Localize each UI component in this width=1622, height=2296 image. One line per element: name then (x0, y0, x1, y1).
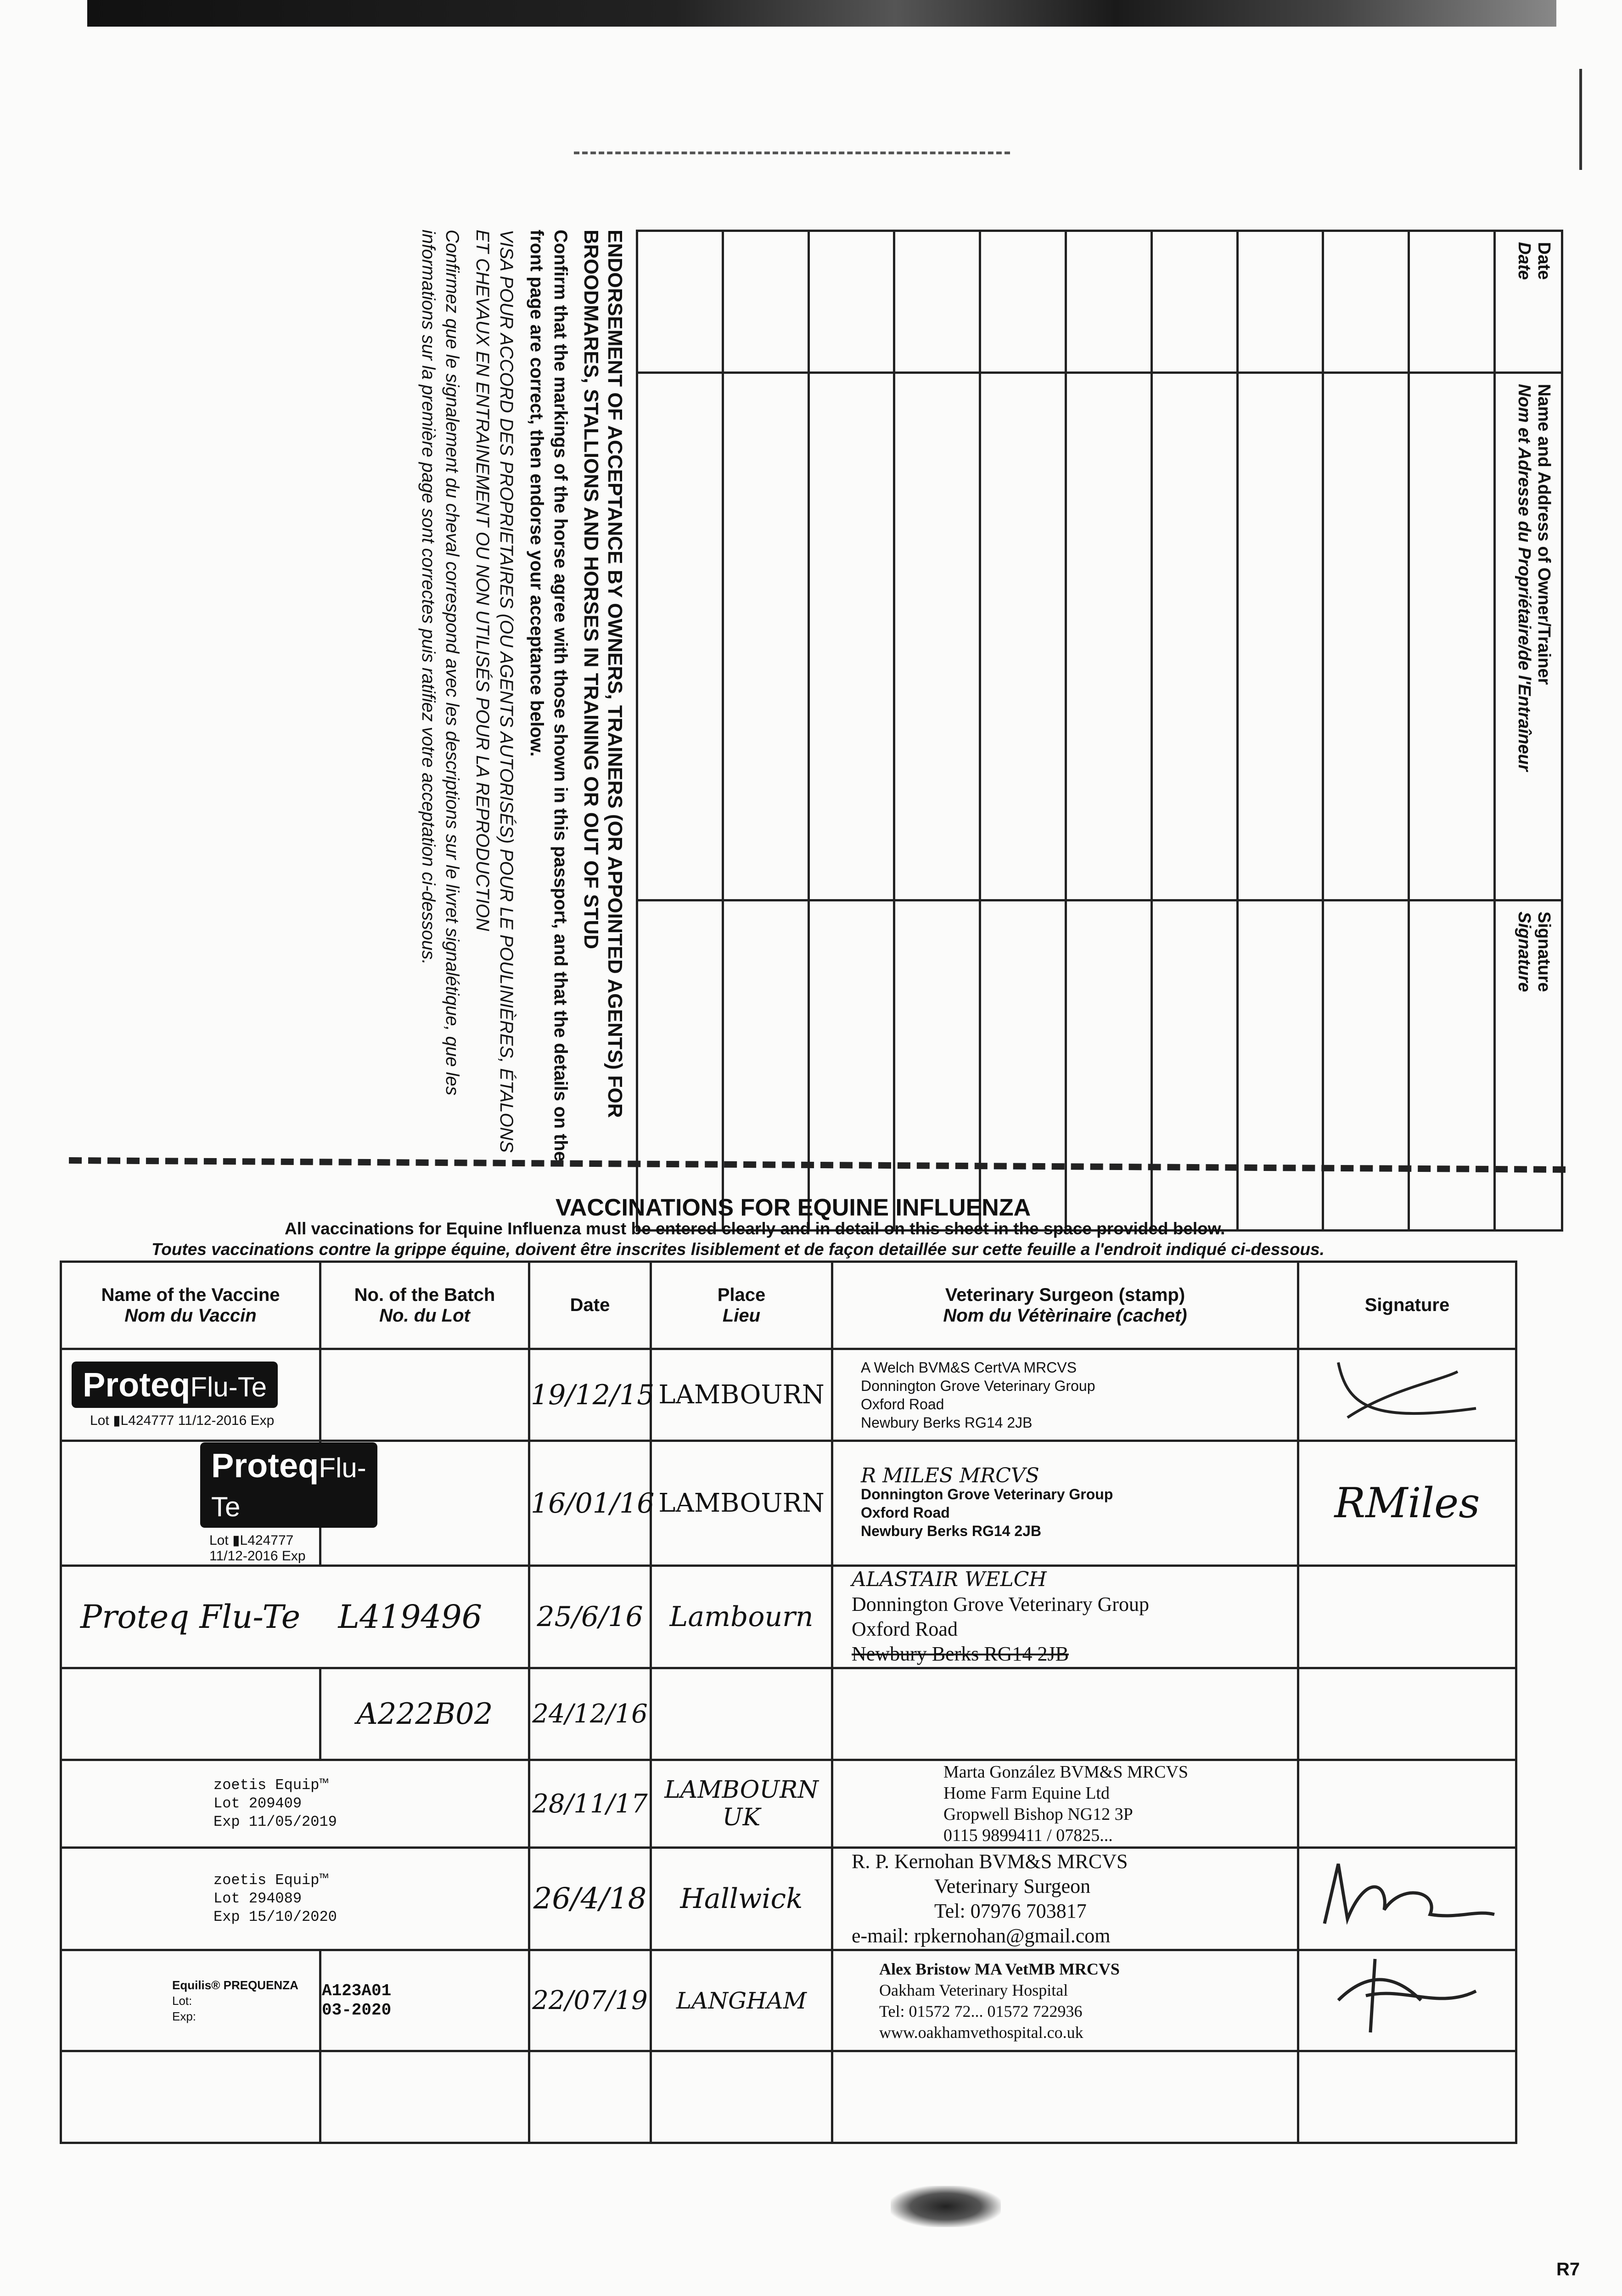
vet-stamp-cell[interactable]: A Welch BVM&S CertVA MRCVS Donnington Grove Veterinary Group Oxford Road Newbury Berks RG14 2JB (832, 1349, 1298, 1441)
page-mark: R7 (1556, 2259, 1580, 2279)
vaccine-cell[interactable] (61, 1349, 320, 1441)
signature-cell[interactable] (1298, 1668, 1516, 1760)
place-cell[interactable]: LAMBOURN (651, 1349, 832, 1441)
header-date: Date (529, 1262, 651, 1349)
endorsement-instruction: Confirm that the markings of the horse agree with those shown in this passport, and that the details on the front page are correct, then endorse your acceptance below. (527, 230, 571, 1162)
place-cell[interactable]: Hallwick (651, 1848, 832, 1950)
date-cell[interactable]: 28/11/17 (529, 1760, 651, 1848)
vet-stamp-cell[interactable]: Marta González BVM&S MRCVS Home Farm Equine Ltd Gropwell Bishop NG12 3P 0115 9899411 / 07825... (832, 1760, 1298, 1848)
vaccination-row (61, 1848, 1516, 1950)
place-cell[interactable] (651, 2051, 832, 2143)
place-cell[interactable] (651, 1668, 832, 1760)
vaccine-label-batch: Lot ▮L424777 11/12-2016 Exp (209, 1533, 306, 1564)
col-signature: Signature Signature (1495, 900, 1562, 1231)
vaccine-cell[interactable] (61, 1668, 320, 1760)
vaccinations-note: All vaccinations for Equine Influenza must be entered clearly and in detail on this sheet in the space provided below. (285, 1219, 1225, 1238)
vaccine-cell[interactable]: zoetis Equip™ Lot 209409 Exp 11/05/2019 (61, 1760, 529, 1848)
endorsement-row (980, 231, 1066, 1231)
header-signature: Signature (1298, 1262, 1516, 1349)
endorsement-row (1066, 231, 1152, 1231)
vaccine-cell[interactable]: Proteq Flu-Te L419496 (61, 1566, 529, 1668)
vaccinations-table (60, 1261, 1517, 2144)
vaccination-row (61, 1566, 1516, 1668)
endorsement-table (636, 230, 1563, 1232)
place-cell[interactable]: LAMBOURN (651, 1441, 832, 1566)
batch-cell[interactable]: A222B02 (320, 1668, 529, 1760)
vet-stamp-cell[interactable] (832, 1668, 1298, 1760)
vet-stamp-cell[interactable]: ALASTAIR WELCH Donnington Grove Veterinary Group Oxford Road Newbury Berks RG14 2JB (832, 1566, 1298, 1668)
date-cell[interactable]: 19/12/15 (529, 1349, 651, 1441)
date-cell[interactable]: 25/6/16 (529, 1566, 651, 1668)
batch-cell[interactable] (320, 1349, 529, 1441)
batch-cell[interactable]: A123A01 03-2020 (320, 1950, 529, 2051)
batch-cell[interactable] (320, 2051, 529, 2143)
signature-cell[interactable] (1298, 1950, 1516, 2051)
endorsement-row (1323, 231, 1409, 1231)
vet-stamp-cell[interactable] (832, 2051, 1298, 2143)
vaccinations-note-fr: Toutes vaccinations contre la grippe équine, doivent être inscrites lisiblement et de façon detaillée sur cette feuille a l'endroit indiqué ci-dessous. (152, 1240, 1325, 1259)
vaccine-label: ProteqFlu-Te (72, 1362, 278, 1408)
vaccine-label-batch: Lot ▮L424777 11/12-2016 Exp (90, 1412, 275, 1428)
vaccine-cell[interactable]: zoetis Equip™ Lot 294089 Exp 15/10/2020 (61, 1848, 529, 1950)
endorsement-row (808, 231, 894, 1231)
place-cell[interactable]: LAMBOURN UK (651, 1760, 832, 1848)
vet-stamp-cell[interactable]: R. P. Kernohan BVM&S MRCVS Veterinary Surgeon Tel: 07976 703817 e-mail: rpkernohan@gmail.com (832, 1848, 1298, 1950)
endorsement-row (1237, 231, 1323, 1231)
vet-stamp-cell[interactable]: Alex Bristow MA VetMB MRCVS Oakham Veterinary Hospital Tel: 01572 72... 01572 722936 www.oakhamvethospital.co.uk (832, 1950, 1298, 2051)
signature-cell[interactable] (1298, 1349, 1516, 1441)
date-cell[interactable]: 24/12/16 (529, 1668, 651, 1760)
vaccination-row (61, 1950, 1516, 2051)
signature-cell[interactable]: RMiles (1298, 1441, 1516, 1566)
endorsement-instruction-fr: Confirmez que le signalement du cheval correspond avec les descriptions sur le livret signalétique, que les informations sur la première page sont correctes puis ratifiez votre acceptation ci-dessous. (418, 230, 462, 1096)
place-cell[interactable]: LANGHAM (651, 1950, 832, 2051)
scan-dash-line (574, 152, 1010, 157)
vaccination-row (61, 2051, 1516, 2143)
signature-cell[interactable] (1298, 2051, 1516, 2143)
signature-scribble (1320, 1353, 1494, 1427)
endorsement-row (637, 231, 723, 1231)
place-cell[interactable]: Lambourn (651, 1566, 832, 1668)
date-cell[interactable]: 16/01/16 (529, 1441, 651, 1566)
signature-scribble (1311, 1855, 1504, 1933)
vaccination-row (61, 1668, 1516, 1760)
signature-cell[interactable] (1298, 1848, 1516, 1950)
header-place: Place Lieu (651, 1262, 832, 1349)
date-cell[interactable]: 26/4/18 (529, 1848, 651, 1950)
endorsement-title: ENDORSEMENT OF ACCEPTANCE BY OWNERS, TRAINERS (OR APPOINTED AGENTS) FOR BROODMARES, STALLIONS AND HORSES IN TRAINING OR OUT OF STUD (580, 230, 626, 1118)
header-batch: No. of the Batch No. du Lot (320, 1262, 529, 1349)
vaccinations-title: VACCINATIONS FOR EQUINE INFLUENZA (556, 1194, 1031, 1221)
col-name-address: Name and Address of Owner/Trainer Nom et Adresse du Propriétaire/de l'Entraîneur (1495, 373, 1562, 900)
endorsement-text (410, 230, 627, 1162)
signature-cell[interactable] (1298, 1760, 1516, 1848)
header-vet: Veterinary Surgeon (stamp) Nom du Vétèrinaire (cachet) (832, 1262, 1298, 1349)
header-vaccine: Name of the Vaccine Nom du Vaccin (61, 1262, 320, 1349)
signature-cell[interactable] (1298, 1566, 1516, 1668)
endorsement-title-fr: VISA POUR ACCORD DES PROPRIETAIRES (OU AGENTS AUTORISÉS) POUR LE POULINIÈRES, ÉTALONS ET CHEVAUX EN ENTRAINEMENT OU NON UTILISÉS POUR LA REPRODUCTION (472, 230, 516, 1153)
endorsement-row (1409, 231, 1495, 1231)
vet-stamp-cell[interactable]: R MILES MRCVS Donnington Grove Veterinary Group Oxford Road Newbury Berks RG14 2JB (832, 1441, 1298, 1566)
date-cell[interactable] (529, 2051, 651, 2143)
vaccination-row (61, 1441, 1516, 1566)
vaccinations-header-row (61, 1262, 1516, 1349)
endorsement-row (894, 231, 980, 1231)
vaccine-cell[interactable] (61, 2051, 320, 2143)
scan-edge-band (87, 0, 1556, 27)
vaccine-cell[interactable]: Equilis® PREQUENZA Lot: Exp: (61, 1950, 320, 2051)
scan-smudge (891, 2186, 1001, 2227)
signature-scribble (1320, 1954, 1494, 2037)
endorsement-rows (637, 231, 1495, 1231)
endorsement-row (1151, 231, 1237, 1231)
scan-right-edge (1579, 69, 1614, 170)
vaccination-row (61, 1349, 1516, 1441)
vaccine-label: ProteqFlu-Te (200, 1442, 377, 1528)
date-cell[interactable]: 22/07/19 (529, 1950, 651, 2051)
endorsement-section (103, 230, 1563, 1162)
vaccine-cell[interactable] (61, 1441, 366, 1566)
col-date: Date Date (1495, 231, 1562, 373)
vaccination-row (61, 1760, 1516, 1848)
endorsement-row (723, 231, 808, 1231)
